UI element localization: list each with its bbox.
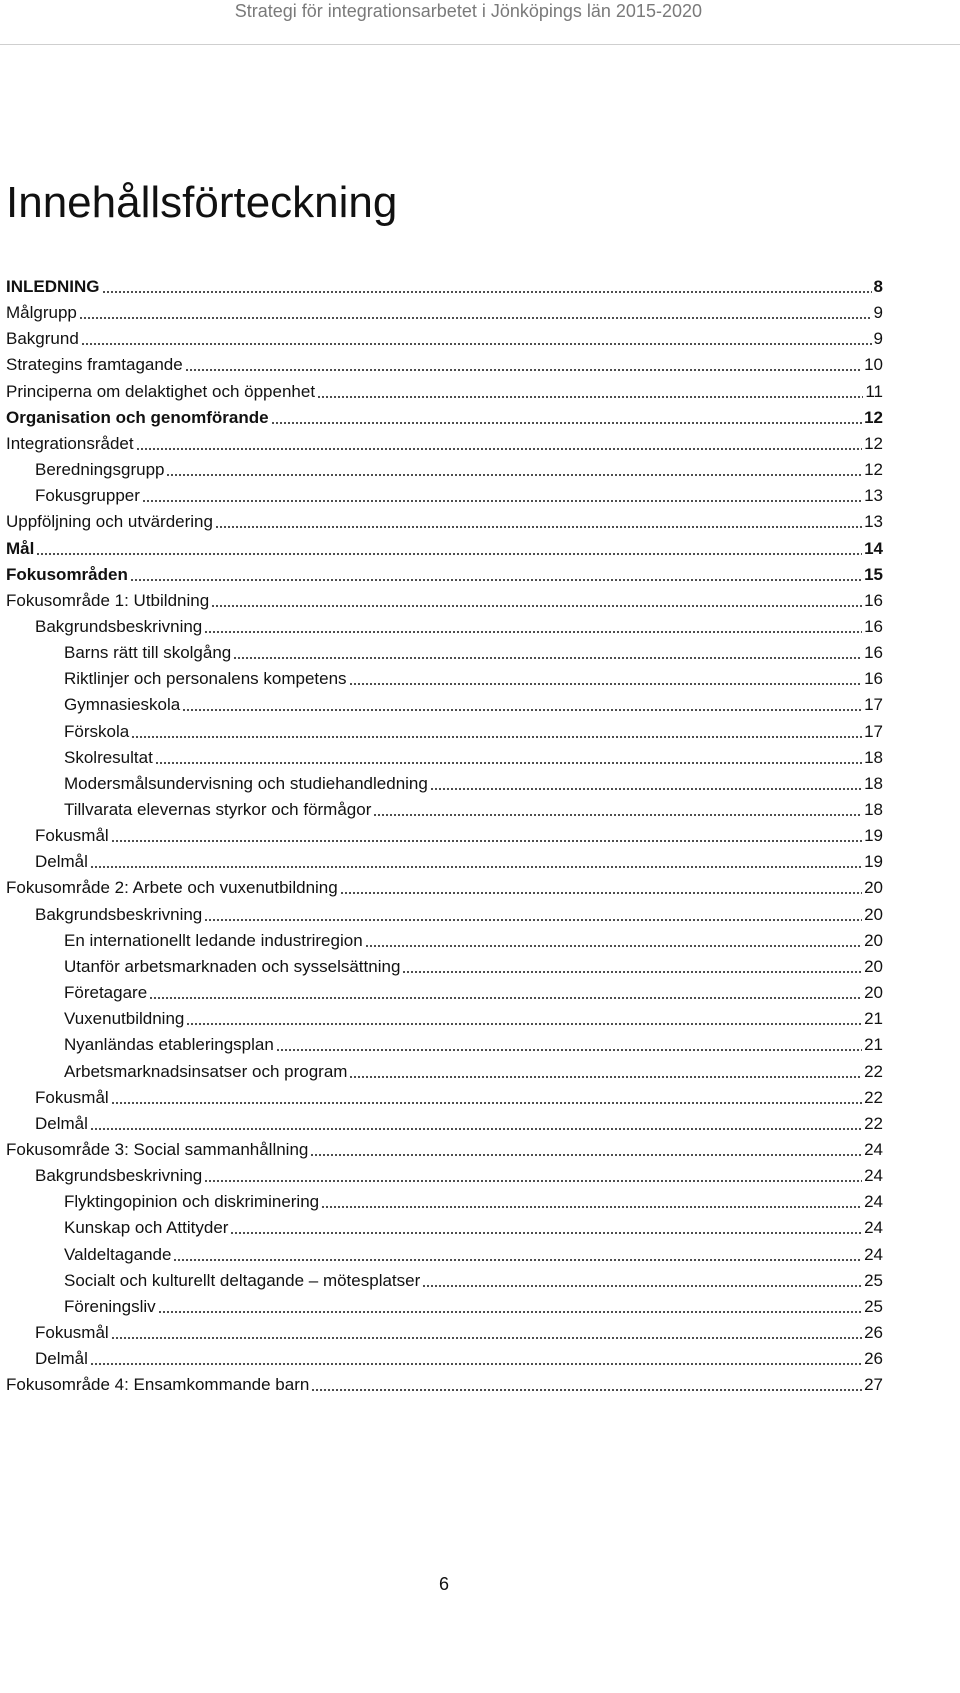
toc-entry-page: 20 (864, 956, 883, 976)
toc-dot-leader (90, 1363, 862, 1365)
toc-dot-leader (311, 1389, 862, 1391)
toc-dot-leader (276, 1049, 862, 1051)
toc-entry[interactable] (6, 403, 883, 429)
toc-dot-leader (102, 291, 872, 293)
toc-dot-leader (204, 919, 862, 921)
toc-entry-page: 17 (864, 721, 883, 741)
toc-entry[interactable] (35, 1318, 883, 1344)
toc-entry[interactable] (6, 586, 883, 612)
toc-entry-page: 13 (864, 512, 883, 532)
toc-entry-page: 19 (864, 852, 883, 872)
toc-entry-page: 18 (864, 773, 883, 793)
toc-entry-text: Fokusområde 4: Ensamkommande barn (6, 1375, 310, 1395)
toc-entry-text: Skolresultat (64, 747, 153, 767)
header-divider (0, 44, 960, 45)
toc-entry-page: 18 (864, 800, 883, 819)
toc-entry-page: 24 (864, 1139, 883, 1159)
toc-entry[interactable] (6, 873, 883, 899)
toc-entry[interactable] (64, 926, 883, 952)
toc-entry-text: Delmål (35, 1113, 88, 1133)
toc-dot-leader (111, 840, 862, 842)
toc-entry-page: 24 (864, 1218, 883, 1238)
toc-entry-text: Arbetsmarknadsinsatser och program (64, 1061, 348, 1081)
toc-entry[interactable] (35, 612, 883, 638)
toc-dot-leader (130, 579, 862, 581)
toc-entry[interactable] (64, 1266, 883, 1292)
toc-entry-text: Kunskap och Attityder (64, 1218, 229, 1238)
toc-dot-leader (173, 1259, 862, 1261)
toc-entry[interactable] (6, 507, 883, 533)
toc-entry-text: Fokusområde 1: Utbildning (6, 590, 210, 610)
toc-entry-text: Fokusmål (35, 826, 109, 846)
toc-entry[interactable] (64, 978, 883, 1004)
toc-dot-leader (149, 997, 862, 999)
toc-dot-leader (271, 422, 862, 424)
toc-entry-text: Riktlinjer och personalens kompetens (64, 669, 347, 689)
toc-entry-page: 20 (864, 904, 883, 924)
toc-entry[interactable] (35, 1109, 883, 1135)
toc-entry-text: Gymnasieskola (64, 695, 181, 715)
toc-entry[interactable] (64, 717, 883, 743)
toc-entry-page: 16 (864, 616, 883, 636)
toc-entry-page: 12 (864, 407, 883, 427)
toc-entry[interactable] (35, 847, 883, 873)
toc-entry-page: 24 (864, 1166, 883, 1186)
toc-entry[interactable] (6, 377, 883, 403)
toc-dot-leader (310, 1154, 862, 1156)
toc-entry[interactable] (64, 1004, 883, 1030)
toc-dot-leader (349, 683, 863, 685)
toc-entry-page: 26 (864, 1323, 883, 1342)
toc-title: Innehållsförteckning (6, 178, 398, 227)
toc-entry-text: Fokusmål (35, 1323, 109, 1342)
toc-dot-leader (211, 605, 862, 607)
toc-dot-leader (182, 709, 862, 711)
toc-entry-text: Bakgrund (6, 329, 79, 349)
toc-entry-text: Bakgrundsbeskrivning (35, 904, 203, 924)
toc-entry-text: Fokusområde 3: Social sammanhållning (6, 1139, 309, 1159)
toc-dot-leader (204, 1180, 862, 1182)
toc-dot-leader (155, 762, 862, 764)
toc-dot-leader (186, 1023, 862, 1025)
toc-entry-page: 21 (864, 1009, 883, 1029)
toc-entry-page: 16 (864, 643, 883, 663)
toc-entry-text: Utanför arbetsmarknaden och sysselsättning (64, 956, 401, 976)
toc-entry-page: 16 (864, 669, 883, 689)
toc-entry-text: Förskola (64, 721, 130, 741)
toc-entry-text: Fokusområde 2: Arbete och vuxenutbildning (6, 878, 338, 898)
toc-entry[interactable] (64, 743, 883, 769)
toc-entry-text: Strategins framtagande (6, 355, 183, 375)
toc-dot-leader (373, 814, 862, 816)
toc-entry[interactable] (6, 324, 883, 350)
toc-entry[interactable] (6, 1370, 883, 1396)
toc-entry-page: 25 (864, 1270, 883, 1290)
toc-dot-leader (422, 1285, 862, 1287)
toc-entry[interactable] (6, 272, 883, 298)
toc-dot-leader (36, 553, 862, 555)
toc-entry-text: Fokusmål (35, 1087, 109, 1107)
toc-entry-text: Vuxenutbildning (64, 1009, 185, 1029)
toc-entry-page: 24 (864, 1244, 883, 1264)
toc-dot-leader (166, 474, 862, 476)
toc-entry-text: Beredningsgrupp (35, 460, 165, 480)
toc-dot-leader (365, 945, 862, 947)
toc-entry-text: Modersmålsundervisning och studiehandledning (64, 773, 428, 793)
toc-entry-page: 20 (864, 983, 883, 1003)
toc-dot-leader (81, 343, 872, 345)
toc-entry[interactable] (6, 560, 883, 586)
toc-entry-page: 16 (864, 590, 883, 610)
toc-entry[interactable] (64, 1030, 883, 1056)
toc-entry-page: 22 (864, 1113, 883, 1133)
toc-entry-page: 19 (864, 826, 883, 846)
toc-entry-page: 17 (864, 695, 883, 715)
toc-entry[interactable] (35, 1344, 883, 1370)
toc-dot-leader (185, 369, 862, 371)
toc-entry[interactable] (6, 298, 883, 324)
toc-dot-leader (79, 317, 872, 319)
toc-dot-leader (349, 1076, 862, 1078)
toc-entry-text: INLEDNING (6, 277, 100, 296)
toc-entry-text: Mål (6, 538, 35, 558)
toc-entry[interactable] (64, 795, 883, 821)
toc-entry-page: 11 (865, 381, 883, 401)
toc-dot-leader (317, 396, 863, 398)
toc-dot-leader (230, 1232, 862, 1234)
toc-entry[interactable] (6, 534, 883, 560)
toc-entry[interactable] (64, 1240, 883, 1266)
toc-entry-page: 14 (864, 538, 883, 558)
toc-entry-text: Barns rätt till skolgång (64, 643, 232, 663)
toc-entry-text: Föreningsliv (64, 1296, 156, 1316)
toc-entry-text: Fokusområden (6, 564, 128, 584)
toc-entry-text: Valdeltagande (64, 1244, 172, 1264)
toc-entry-page: 15 (864, 564, 883, 584)
toc-dot-leader (90, 1128, 862, 1130)
toc-entry[interactable] (64, 952, 883, 978)
toc-entry[interactable] (6, 429, 883, 455)
toc-entry-text: Delmål (35, 852, 88, 872)
toc-entry-page: 9 (873, 329, 883, 349)
toc-entry[interactable] (6, 350, 883, 376)
toc-entry-page: 13 (864, 486, 883, 506)
toc-dot-leader (111, 1337, 862, 1339)
toc-entry-page: 20 (864, 930, 883, 950)
toc-dot-leader (215, 526, 862, 528)
toc-entry[interactable] (64, 769, 883, 795)
toc-entry-text: Flyktingopinion och diskriminering (64, 1192, 320, 1212)
toc-entry-text: Målgrupp (6, 303, 77, 323)
toc-dot-leader (90, 866, 862, 868)
toc-entry-page: 26 (864, 1349, 883, 1369)
toc-entry-page: 20 (864, 878, 883, 898)
toc-dot-leader (158, 1311, 862, 1313)
toc-entry[interactable] (35, 821, 883, 847)
toc-dot-leader (321, 1206, 862, 1208)
toc-entry-page: 18 (864, 747, 883, 767)
toc-entry-text: Nyanländas etableringsplan (64, 1035, 274, 1055)
toc-entry-text: Organisation och genomförande (6, 407, 269, 427)
toc-dot-leader (142, 500, 862, 502)
toc-entry-text: Företagare (64, 983, 148, 1003)
running-header: Strategi för integrationsarbetet i Jönköpings län 2015-2020 (234, 1, 702, 21)
toc-entry-page: 12 (864, 433, 883, 453)
toc-dot-leader (136, 448, 862, 450)
toc-entry-text: Socialt och kulturellt deltagande – mötesplatser (64, 1270, 421, 1290)
toc-entry-text: Bakgrundsbeskrivning (35, 1166, 203, 1186)
toc-dot-leader (340, 892, 862, 894)
toc-entry-page: 22 (864, 1061, 883, 1081)
toc-entry-page: 22 (864, 1087, 883, 1107)
toc-dot-leader (204, 631, 862, 633)
toc-entry-text: Principerna om delaktighet och öppenhet (6, 381, 316, 401)
toc-entry-page: 25 (864, 1296, 883, 1316)
page-number: 6 (438, 1574, 449, 1594)
toc-entry[interactable] (35, 900, 883, 926)
toc-entry[interactable] (64, 1213, 883, 1239)
toc-entry-text: Delmål (35, 1349, 88, 1369)
toc-entry[interactable] (64, 638, 883, 664)
toc-entry[interactable] (35, 1083, 883, 1109)
toc-dot-leader (430, 788, 862, 790)
toc-entry[interactable] (64, 690, 883, 716)
toc-entry-page: 9 (873, 303, 883, 323)
toc-entry[interactable] (35, 1161, 883, 1187)
toc-entry[interactable] (64, 1292, 883, 1318)
toc-entry[interactable] (35, 455, 883, 481)
toc-entry[interactable] (64, 1057, 883, 1083)
toc-entry[interactable] (6, 1135, 883, 1161)
toc-entry-text: Uppföljning och utvärdering (6, 512, 213, 532)
toc-dot-leader (402, 971, 862, 973)
toc-dot-leader (233, 657, 862, 659)
toc-entry[interactable] (64, 1187, 883, 1213)
toc-entry-page: 24 (864, 1192, 883, 1212)
toc-dot-leader (131, 736, 862, 738)
toc-entry-page: 21 (864, 1035, 883, 1055)
toc-entry-page: 10 (864, 355, 883, 375)
toc-entry-text: En internationellt ledande industriregion (64, 930, 363, 950)
toc-entry[interactable] (64, 664, 883, 690)
toc-entry[interactable] (35, 481, 883, 507)
toc-dot-leader (111, 1102, 862, 1104)
toc-entry-text: Tillvarata elevernas styrkor och förmågor (64, 800, 372, 819)
toc-entry-page: 8 (873, 277, 883, 296)
toc-entry-page: 27 (864, 1375, 883, 1395)
toc-entry-text: Bakgrundsbeskrivning (35, 616, 203, 636)
toc-entry-text: Fokusgrupper (35, 486, 140, 506)
toc-entry-page: 12 (864, 460, 883, 480)
toc-entry-text: Integrationsrådet (6, 433, 134, 453)
